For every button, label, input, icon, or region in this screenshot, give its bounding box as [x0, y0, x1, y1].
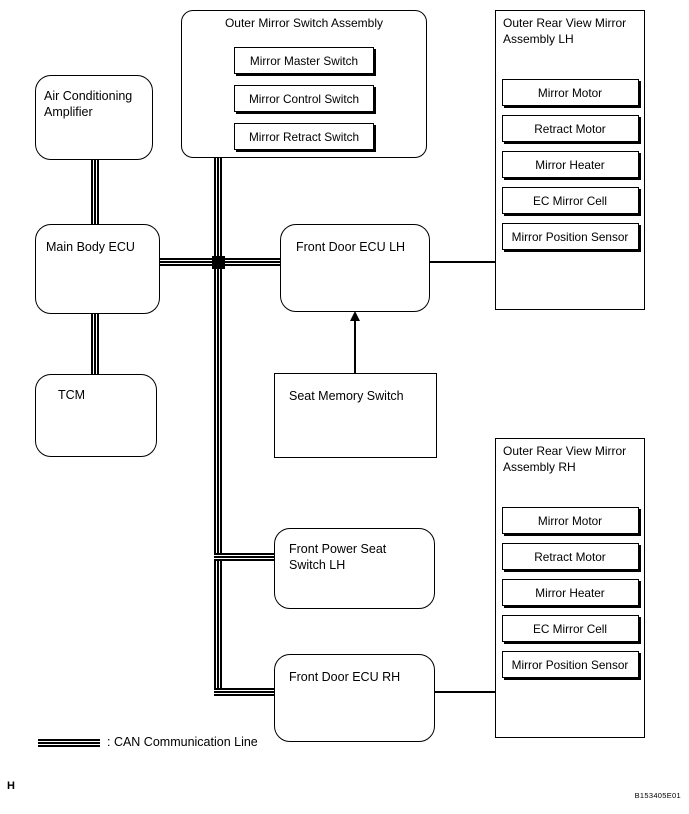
sub-node-mirror-control-switch: Mirror Control Switch: [234, 85, 374, 112]
can-line-main-bus: [214, 156, 222, 696]
sub-node-mirror-motor: Mirror Motor: [502, 507, 639, 534]
node-label: Seat Memory Switch: [289, 389, 404, 403]
sub-node-mirror-retract-switch: Mirror Retract Switch: [234, 123, 374, 150]
node-title: Outer Rear View Mirror Assembly LH: [503, 16, 627, 46]
can-line-bus-powerseat: [214, 553, 275, 561]
node-label: Front Door ECU RH: [289, 670, 401, 684]
can-line-bus-fdecu-rh: [214, 688, 275, 696]
sub-node-retract-motor: Retract Motor: [502, 543, 639, 570]
component-list: [496, 79, 644, 250]
node-label: Air Conditioning Amplifier: [44, 89, 133, 120]
sub-node-mirror-master-switch: Mirror Master Switch: [234, 47, 374, 74]
sub-node-ec-mirror-cell: EC Mirror Cell: [502, 187, 639, 214]
legend-can-line-sample: [38, 739, 100, 747]
wire-seatmemory-fdecu-lh: [354, 320, 356, 374]
node-label: Front Power Seat Switch LH: [289, 542, 387, 573]
node-front-power-seat-switch-lh: [274, 528, 435, 609]
wire-fdecu-rh-rvm-rh: [434, 691, 496, 693]
can-line-acamp-mainbody: [91, 159, 99, 225]
legend-label: : CAN Communication Line: [107, 735, 258, 749]
sub-node-mirror-motor: Mirror Motor: [502, 79, 639, 106]
node-main-body-ecu: [35, 224, 160, 314]
node-label: Main Body ECU: [46, 240, 135, 254]
node-seat-memory-switch: [274, 373, 437, 458]
sub-node-retract-motor: Retract Motor: [502, 115, 639, 142]
node-label: Front Door ECU LH: [296, 240, 406, 254]
sub-node-mirror-heater: Mirror Heater: [502, 151, 639, 178]
sub-node-mirror-position-sensor: Mirror Position Sensor: [502, 651, 639, 678]
node-label: TCM: [58, 388, 86, 402]
node-title: Outer Rear View Mirror Assembly RH: [503, 444, 627, 474]
node-outer-mirror-switch-assembly: [181, 10, 427, 158]
figure-code: B153405E01: [634, 791, 681, 800]
node-outer-rvm-assembly-lh: [495, 10, 645, 310]
sub-node-ec-mirror-cell: EC Mirror Cell: [502, 615, 639, 642]
node-title: Outer Mirror Switch Assembly: [224, 16, 384, 30]
can-line-mainbody-tcm: [91, 313, 99, 375]
wire-fdecu-lh-rvm-lh: [429, 261, 496, 263]
node-tcm: [35, 374, 157, 457]
component-list: [496, 507, 644, 678]
sub-node-mirror-heater: Mirror Heater: [502, 579, 639, 606]
switch-list: [182, 47, 426, 150]
arrow-up-icon: [350, 311, 360, 321]
node-air-conditioning-amplifier: [35, 75, 153, 160]
node-front-door-ecu-rh: [274, 654, 435, 742]
node-front-door-ecu-lh: [280, 224, 430, 312]
page-mark: H: [7, 780, 15, 792]
node-outer-rvm-assembly-rh: [495, 438, 645, 738]
sub-node-mirror-position-sensor: Mirror Position Sensor: [502, 223, 639, 250]
can-junction: [212, 256, 225, 269]
